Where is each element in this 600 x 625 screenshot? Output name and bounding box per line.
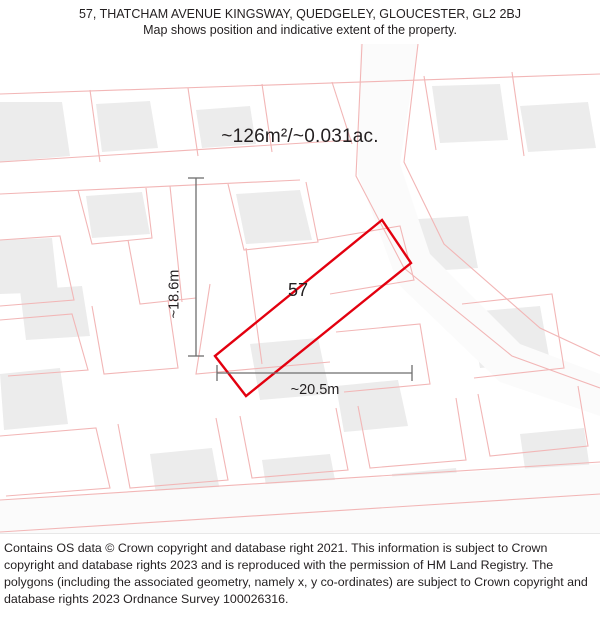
copyright-text: Contains OS data © Crown copyright and database right 2021. This information is subject to Crown copyright and database rights 2023 and is reproduced with the permission of HM Land Registry. The polygons (including the associated geometry, namely x, y co-ordinates) are subject to Crown copyright and database rights 2023 Ordnance Survey 100026316. xyxy=(4,541,588,606)
plot-number-label: 57 xyxy=(288,280,309,300)
horizontal-dimension-label: ~20.5m xyxy=(290,382,340,398)
page-title: 57, THATCHAM AVENUE KINGSWAY, QUEDGELEY, GLOUCESTER, GL2 2BJ xyxy=(78,7,522,21)
vertical-dimension-label xyxy=(163,234,185,354)
map-canvas[interactable] xyxy=(0,44,600,534)
map-footer xyxy=(0,534,600,625)
area-label: ~126m²/~0.031ac. xyxy=(221,126,379,147)
map-header xyxy=(0,0,600,44)
vertical-dimension-text: ~18.6m xyxy=(166,269,182,319)
page-subtitle: Map shows position and indicative extent of the property. xyxy=(143,23,457,37)
